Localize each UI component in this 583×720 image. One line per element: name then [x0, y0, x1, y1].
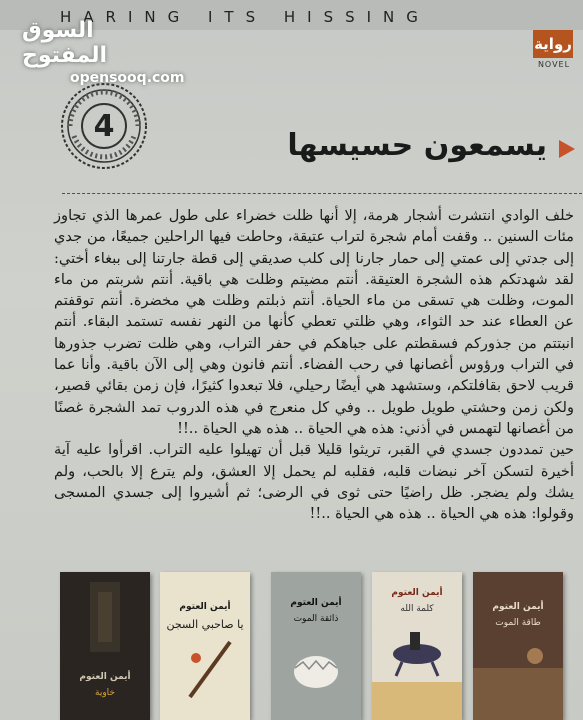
feather-pen-icon	[160, 572, 250, 720]
broken-egg-icon	[271, 572, 361, 720]
book-covers-row	[60, 572, 583, 720]
title-marker-icon	[559, 140, 575, 158]
horse-rider-icon	[372, 572, 462, 720]
watermark-latin: opensooq.com	[70, 70, 185, 86]
opensooq-watermark	[22, 18, 185, 86]
book-title: كلمة الله	[400, 604, 434, 614]
article-paragraph: حين تمددون جسدي في القبر، تريثوا قليلا قبل أن تهيلوا عليه التراب. اقرأوا عليه آية أخيرة لتسكن آخر نبضات قلبه، فقلبه لم يحمل إلا العشق، ولم يترع إلا بالحب، ولم يشك ولم يضجر. ظل راضيًا حتى ثوى في الرضى؛ ثم أشيروا إلى جسدي المسجى وقولوا: هذه هي الحياة .. هذه هي الحياة ..!!	[54, 441, 574, 523]
edition-seal-number: 4	[93, 109, 115, 144]
running-header: HARING ITS HISSING	[60, 8, 430, 26]
book-title: خاوية	[95, 688, 115, 698]
book-title: يا صاحبي السجن	[166, 618, 244, 631]
book-cover	[160, 572, 250, 720]
article-paragraph: خلف الوادي انتشرت أشجار هرمة، إلا أنها ظلت خضراء على طول عمرها الذي تجاوز مئات السنين .. وقفت أمام شجرة لتراب عتيقة، وحاطت فيها الراحلين جميعًا، من جدي إلى جدتي إلى عمتي إلى حمار جارنا إلى كلب صديقي إلى قطة جارتنا إلى ببغاء أختي: لقد شهدتكم هذه الشجرة العتيقة. أنتم مضيتم وظلت هي باقية. أنتم شربتم من ماء الموت، وظلت هي تسقى من ماء الحياة. أنتم ذبلتم وظلت هي مخضرة. أنتم توقفتم عن العطاء عند حد الثواء، وهي ظلتي تعطي كأنها من النهر نفسه تستمد البقاء. أنتم انبتتم من جذوركم فسقطتم على جباهكم في حفر التراب، وهي ظلت تضرب جذورها في التراب ورؤوس أغصانها في رحب الفضاء. أنتم فانون وهي إلى الآن باقية. وأنا عما قريب لاحق بقافلتكم، وستشهد هي أيضًا رحيلي، فلا تبعدوا كثيرًا، فإن زمن بقائي قصير، ولكن زمن وحشتي طويل طويل .. وفي كل منعرج في هذه الدروب تمد الشجرة غصنًا من أغصانها لتهمس في أذني: هذه هي الحياة .. هذه هي الحياة ..!!	[54, 207, 574, 437]
book-cover	[271, 572, 361, 720]
publisher-logo-mark: رواية	[533, 30, 573, 58]
article-title-row	[258, 128, 583, 178]
publisher-logo-sub: NOVEL	[537, 60, 571, 69]
publisher-logo	[533, 30, 575, 70]
book-cover	[473, 572, 563, 720]
book-author: أيمن العتوم	[79, 672, 131, 682]
book-author: أيمن العتوم	[391, 588, 443, 598]
article-title: يسمعون حسيسها	[287, 128, 547, 163]
book-title: طاقة الموت	[495, 618, 541, 628]
book-author: أيمن العتوم	[290, 598, 342, 608]
book-author: أيمن العتوم	[492, 602, 544, 612]
book-cover	[60, 572, 150, 720]
book-author: أيمن العتوم	[179, 602, 231, 612]
article-body	[54, 205, 574, 524]
edition-seal-icon	[60, 82, 148, 170]
title-divider	[62, 193, 582, 194]
watermark-arabic: السوق المفتوح	[22, 18, 108, 68]
book-title: ذائقة الموت	[293, 614, 339, 624]
desert-scene-icon	[473, 572, 563, 720]
book-cover	[372, 572, 462, 720]
